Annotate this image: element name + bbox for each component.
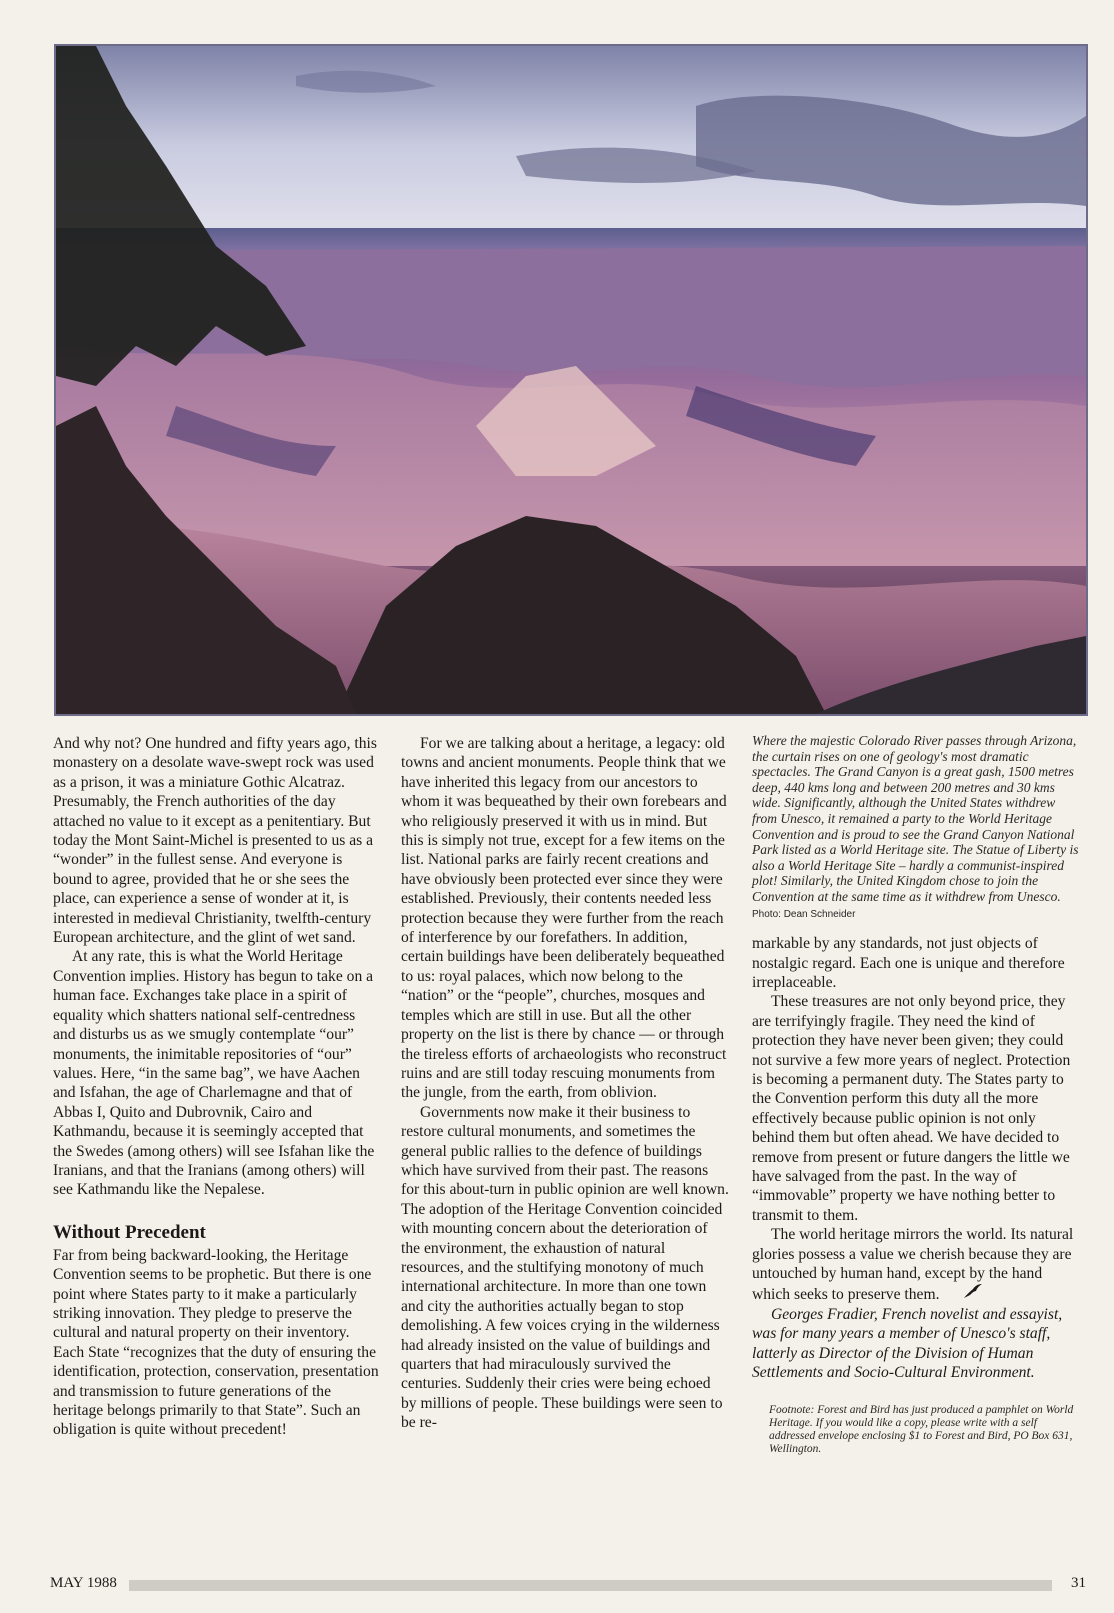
column-1 bbox=[53, 734, 381, 1440]
article-paragraph: These treasures are not only beyond price, they are terrifyingly fragile. They need the kind of protection they have never been given; they could not survive a few more years of neglect. Protection is becoming a permanent duty. The States party to the Convention perform this duty all the more effectively because public opinion is not only behind them but often ahead. We have decided to remove from present or future dangers the little we have salvaged from the past. In the way of “immovable” property we have nothing better to transmit to them. bbox=[752, 993, 1071, 1224]
grand-canyon-photo bbox=[54, 44, 1088, 716]
article-paragraph: And why not? One hundred and fifty years ago, this monastery on a desolate wave-swept rock was used as a prison, it was a miniature Gothic Alcatraz. Presumably, the French authorities of the day attached no value to it except as a penitentiary. But today the Mont Saint-Michel is presented to us as a “wonder” in the fullest sense. And everyone is bound to agree, provided that he or she sees the place, can experience a sense of wonder at it, is interested in medieval Christianity, twelfth-century European architecture, and the glint of wet sand. bbox=[53, 735, 377, 947]
footnote: Footnote: Forest and Bird has just produced a pamphlet on World Heritage. If you would like a copy, please write with a self addressed envelope enclosing $1 to Forest and Bird, PO Box 631, Wellington. bbox=[769, 1404, 1074, 1456]
article-paragraph: markable by any standards, not just objects of nostalgic regard. Each one is unique and therefore irreplaceable. bbox=[752, 935, 1065, 991]
article-paragraph bbox=[752, 1225, 1082, 1305]
article-paragraph: For we are talking about a heritage, a legacy: old towns and ancient monuments. People think that we have inherited this legacy from our ancestors to whom it was bequeathed by their own forebears and who religiously preserved it with us in mind. But this is simply not true, except for a few items on the list. National parks are fairly recent creations and have obviously been protected ever since they were established. Previously, their contents needed less protection because they were further from the reach of interference by our forefathers. In addition, certain buildings have been deliberately bequeathed to us: royal palaces, which now belong to the “nation” or the “people”, churches, mosques and temples which are still in use. But all the other property on the list is there by chance — or through the tireless efforts of archaeologists who reconstruct ruins and are still today rescuing monuments from the jungle, from the earth, from oblivion. bbox=[401, 735, 727, 1102]
author-bio: Georges Fradier, French novelist and essayist, was for many years a member of Unesco's staff, latterly as Director of the Division of Human Settlements and Socio-Cultural Environment. bbox=[752, 1305, 1063, 1382]
column-3 bbox=[752, 734, 1082, 1456]
issue-date: MAY 1988 bbox=[50, 1575, 117, 1591]
photo-caption bbox=[752, 733, 1082, 922]
photo-credit: Photo: Dean Schneider bbox=[752, 908, 856, 920]
footer-rule bbox=[129, 1580, 1052, 1591]
column-2 bbox=[401, 734, 729, 1433]
article-paragraph: Governments now make it their business to restore cultural monuments, and sometimes the general public rallies to the defence of buildings which have survived from their past. The reasons for this about-turn in public opinion are well known. The adoption of the Heritage Convention coincided with mounting concern about the deterioration of the environment, the exhaustion of natural resources, and the stultifying monotony of much international architecture. In more than one town and city the authorities actually began to stop demolishing. A few voices crying in the wilderness had already insisted on the value of buildings and quarters that had miraculously survived the centuries. Suddenly their cries were being echoed by millions of people. These buildings were seen to be re- bbox=[401, 1103, 729, 1432]
section-heading: Without Precedent bbox=[53, 1221, 206, 1243]
canyon-illustration bbox=[56, 46, 1086, 714]
bird-end-mark-icon bbox=[944, 1283, 983, 1304]
article-paragraph: At any rate, this is what the World Heritage Convention implies. History has begun to take on a human face. Exchanges take place in a spirit of equality which shatters national self-centredness and disturbs us as we smugly contemplate “our” monuments, the inimitable repositories of “our” values. Here, “in the same bag”, we have Aachen and Isfahan, the age of Charlemagne and that of Abbas I, Quito and Dubrovnik, Cairo and Kathmandu, because it is seemingly accepted that the Swedes (among others) will see Isfahan like the Iranians, and that the Iranians (among others) will see Kathmandu like the Nepalese. bbox=[53, 948, 375, 1199]
page-footer bbox=[50, 1575, 1086, 1597]
closing-paragraph-text: The world heritage mirrors the world. Its natural glories possess a value we cherish because they are untouched by human hand, except by the hand which seeks to preserve them. bbox=[752, 1226, 1074, 1304]
article-paragraph: Far from being backward-looking, the Heritage Convention seems to be prophetic. But there is one point where States party to it make a particularly striking innovation. They pledge to preserve the cultural and natural property on their inventory. Each State “recognizes that the duty of ensuring the identification, protection, conservation, presentation and transmission to future generations of the heritage belongs primarily to that State”. Such an obligation is quite without precedent! bbox=[53, 1246, 379, 1439]
page-number: 31 bbox=[1071, 1575, 1086, 1591]
caption-text: Where the majestic Colorado River passes through Arizona, the curtain rises on one of geology's most dramatic spectacles. The Grand Canyon is a great gash, 1500 metres deep, 440 kms long and between 200 metres and 30 kms wide. Significantly, although the United States withdrew from Unesco, it remained a party to the World Heritage Convention and is proud to see the Grand Canyon National Park listed as a World Heritage site. The Statue of Liberty is also a World Heritage Site – hardly a communist-inspired plot! Similarly, the United Kingdom chose to join the Convention at the same time as it withdrew from Unesco. bbox=[752, 733, 1079, 904]
